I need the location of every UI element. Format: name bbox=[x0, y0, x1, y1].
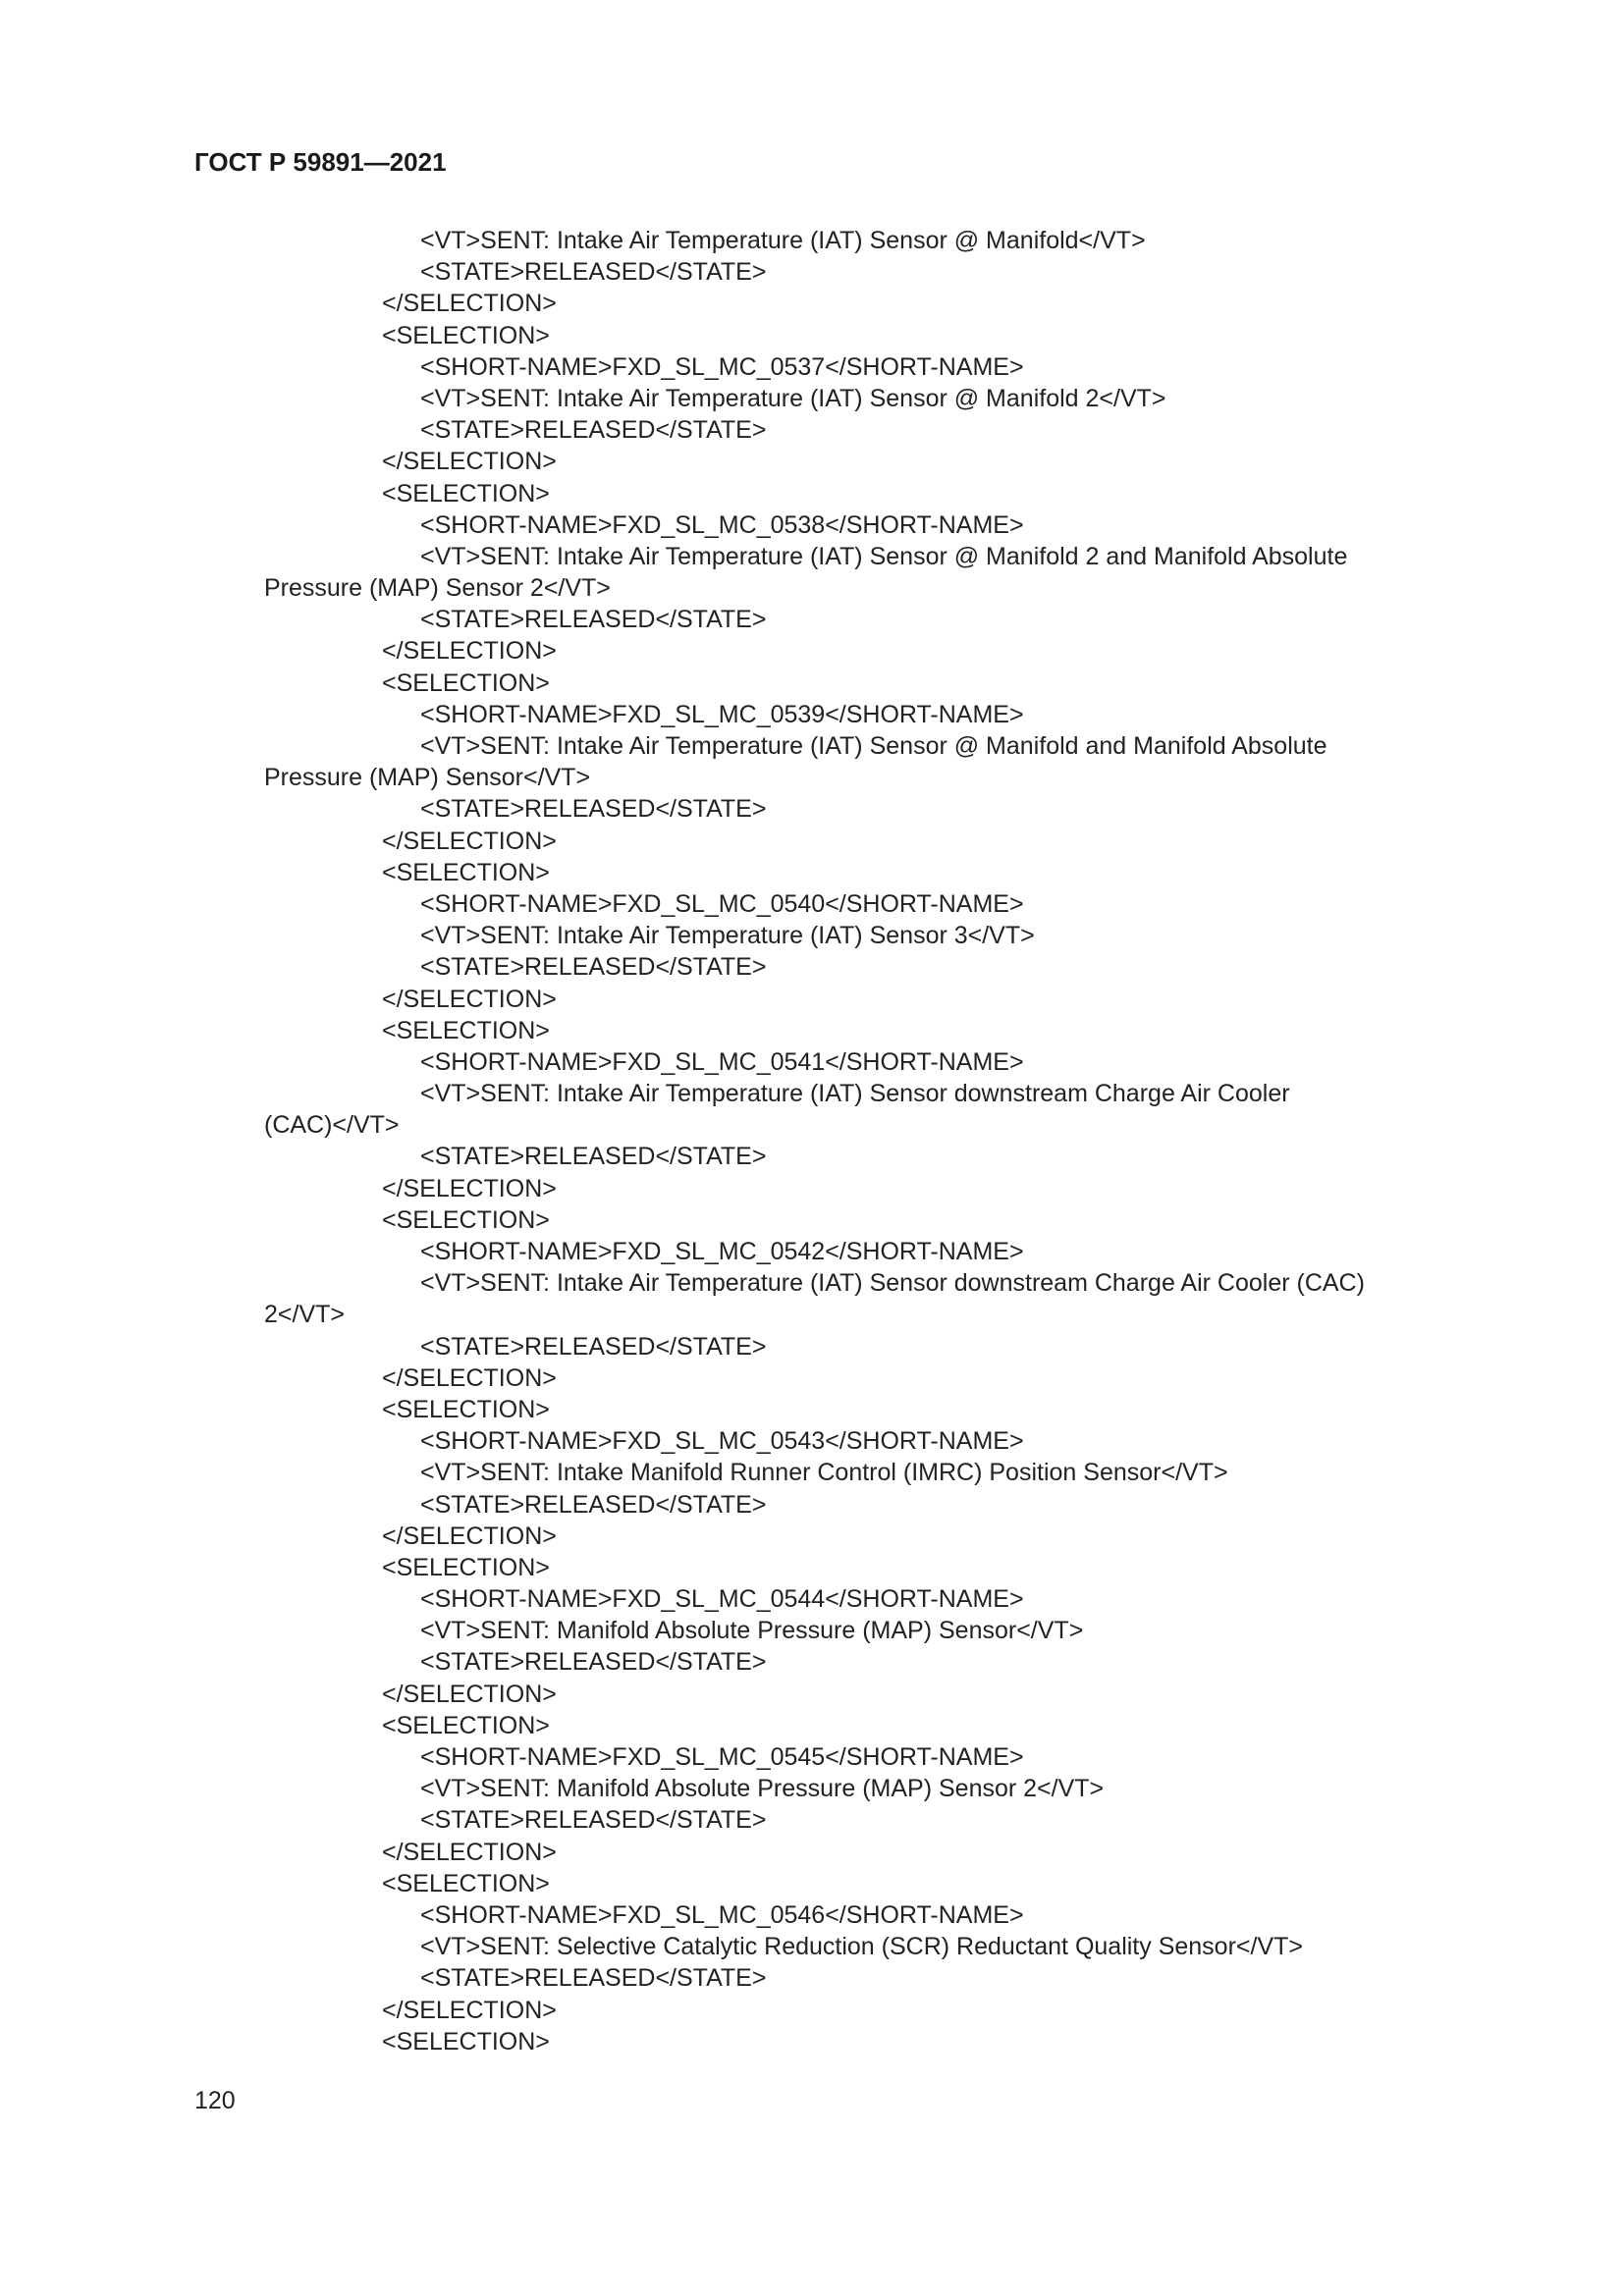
code-line-text: <SELECTION> bbox=[382, 321, 550, 349]
code-line bbox=[0, 478, 1624, 509]
code-line-text: <VT>SENT: Selective Catalytic Reduction (SCR) Reductant Quality Sensor</VT> bbox=[420, 1933, 1303, 1961]
code-line bbox=[0, 1995, 1624, 2026]
code-line-text: </SELECTION> bbox=[382, 1996, 557, 2024]
code-line bbox=[0, 826, 1624, 857]
code-line bbox=[0, 1425, 1624, 1457]
code-line-text: <STATE>RELEASED</STATE> bbox=[420, 795, 767, 824]
code-line-text: <STATE>RELEASED</STATE> bbox=[420, 953, 767, 982]
code-line bbox=[0, 857, 1624, 888]
code-line-text: </SELECTION> bbox=[382, 1838, 557, 1866]
code-line bbox=[0, 1962, 1624, 1994]
code-line-text: <VT>SENT: Intake Air Temperature (IAT) Sensor 3</VT> bbox=[420, 922, 1035, 950]
code-line-text: <SHORT-NAME>FXD_SL_MC_0545</SHORT-NAME> bbox=[420, 1743, 1024, 1771]
code-line bbox=[0, 1710, 1624, 1741]
xml-code-listing bbox=[0, 225, 1624, 2057]
code-line-text: <VT>SENT: Manifold Absolute Pressure (MAP) Sensor 2</VT> bbox=[420, 1775, 1105, 1803]
code-line-text: <STATE>RELEASED</STATE> bbox=[420, 416, 767, 445]
code-line-text: </SELECTION> bbox=[382, 448, 557, 476]
code-line bbox=[0, 951, 1624, 983]
code-line bbox=[0, 1046, 1624, 1078]
code-line-text: <SELECTION> bbox=[382, 1711, 550, 1739]
code-line-text: <STATE>RELEASED</STATE> bbox=[420, 1143, 767, 1171]
code-line bbox=[0, 1899, 1624, 1931]
code-line bbox=[0, 1837, 1624, 1868]
code-line bbox=[0, 509, 1624, 541]
code-line-text: </SELECTION> bbox=[382, 1174, 557, 1202]
code-line bbox=[0, 1173, 1624, 1204]
code-line bbox=[0, 1394, 1624, 1425]
code-line bbox=[0, 1931, 1624, 1962]
code-line-text: 2</VT> bbox=[264, 1301, 345, 1329]
code-line-text: <SHORT-NAME>FXD_SL_MC_0543</SHORT-NAME> bbox=[420, 1427, 1024, 1456]
code-line bbox=[0, 1521, 1624, 1552]
code-line-text: </SELECTION> bbox=[382, 637, 557, 666]
code-line bbox=[0, 320, 1624, 351]
code-line-text: <SHORT-NAME>FXD_SL_MC_0539</SHORT-NAME> bbox=[420, 700, 1024, 728]
code-line bbox=[0, 1236, 1624, 1267]
code-line-text: <VT>SENT: Intake Air Temperature (IAT) Sensor @ Manifold 2 and Manifold Absolute bbox=[420, 542, 1348, 570]
code-line-text: <STATE>RELEASED</STATE> bbox=[420, 606, 767, 634]
code-line-text: <VT>SENT: Intake Air Temperature (IAT) Sensor @ Manifold</VT> bbox=[420, 227, 1146, 254]
code-line-text: </SELECTION> bbox=[382, 290, 557, 318]
code-line bbox=[0, 1267, 1624, 1299]
code-line-text: Pressure (MAP) Sensor</VT> bbox=[264, 764, 591, 792]
code-line-text: <SELECTION> bbox=[382, 1395, 550, 1423]
code-line-text: <SHORT-NAME>FXD_SL_MC_0538</SHORT-NAME> bbox=[420, 510, 1024, 539]
code-line-text: <SELECTION> bbox=[382, 668, 550, 697]
code-line-text: <SHORT-NAME>FXD_SL_MC_0537</SHORT-NAME> bbox=[420, 352, 1024, 381]
code-line bbox=[0, 793, 1624, 825]
code-line bbox=[0, 1552, 1624, 1583]
code-line-text: Pressure (MAP) Sensor 2</VT> bbox=[264, 574, 611, 603]
code-line-text: <SELECTION> bbox=[382, 479, 550, 507]
code-line bbox=[0, 288, 1624, 319]
code-line bbox=[0, 1299, 1624, 1330]
code-line-text: <SELECTION> bbox=[382, 1869, 550, 1897]
code-line bbox=[0, 446, 1624, 477]
code-line-text: </SELECTION> bbox=[382, 1363, 557, 1392]
code-line-text: <VT>SENT: Manifold Absolute Pressure (MAP) Sensor</VT> bbox=[420, 1617, 1084, 1645]
code-line bbox=[0, 1078, 1624, 1109]
code-line bbox=[0, 1204, 1624, 1236]
code-line-text: <VT>SENT: Intake Manifold Runner Control (IMRC) Position Sensor</VT> bbox=[420, 1459, 1228, 1487]
code-line-text: <STATE>RELEASED</STATE> bbox=[420, 1332, 767, 1361]
code-line-text: </SELECTION> bbox=[382, 827, 557, 855]
code-line bbox=[0, 920, 1624, 951]
code-line-text: <VT>SENT: Intake Air Temperature (IAT) Sensor @ Manifold and Manifold Absolute bbox=[420, 732, 1327, 760]
code-line-text: <SELECTION> bbox=[382, 1205, 550, 1234]
code-line bbox=[0, 1804, 1624, 1836]
code-line bbox=[0, 730, 1624, 762]
code-line bbox=[0, 635, 1624, 667]
code-line-text: <SHORT-NAME>FXD_SL_MC_0542</SHORT-NAME> bbox=[420, 1238, 1024, 1265]
code-line-text: <SHORT-NAME>FXD_SL_MC_0546</SHORT-NAME> bbox=[420, 1900, 1024, 1929]
code-line bbox=[0, 1109, 1624, 1141]
code-line bbox=[0, 667, 1624, 699]
code-line-text: <STATE>RELEASED</STATE> bbox=[420, 258, 767, 287]
code-line-text: <VT>SENT: Intake Air Temperature (IAT) Sensor @ Manifold 2</VT> bbox=[420, 384, 1166, 412]
code-line bbox=[0, 1457, 1624, 1488]
code-line-text: <SHORT-NAME>FXD_SL_MC_0544</SHORT-NAME> bbox=[420, 1585, 1024, 1614]
code-line bbox=[0, 1773, 1624, 1804]
code-line-text: <SELECTION> bbox=[382, 858, 550, 886]
code-line-text: <VT>SENT: Intake Air Temperature (IAT) Sensor downstream Charge Air Cooler bbox=[420, 1080, 1290, 1108]
code-line bbox=[0, 1331, 1624, 1362]
code-line bbox=[0, 256, 1624, 288]
page-header-title: ГОСТ Р 59891—2021 bbox=[194, 147, 447, 177]
code-line-text: </SELECTION> bbox=[382, 1680, 557, 1708]
code-line bbox=[0, 414, 1624, 446]
code-line bbox=[0, 2026, 1624, 2057]
code-line bbox=[0, 1489, 1624, 1521]
code-line-text: <SHORT-NAME>FXD_SL_MC_0541</SHORT-NAME> bbox=[420, 1047, 1024, 1076]
code-line bbox=[0, 604, 1624, 635]
code-line-text: <SHORT-NAME>FXD_SL_MC_0540</SHORT-NAME> bbox=[420, 889, 1024, 918]
code-line bbox=[0, 225, 1624, 256]
code-line bbox=[0, 1646, 1624, 1678]
code-line-text: (CAC)</VT> bbox=[264, 1111, 400, 1140]
code-line bbox=[0, 888, 1624, 920]
code-line-text: <STATE>RELEASED</STATE> bbox=[420, 1648, 767, 1677]
code-line bbox=[0, 1679, 1624, 1710]
code-line bbox=[0, 699, 1624, 730]
code-line-text: <STATE>RELEASED</STATE> bbox=[420, 1964, 767, 1993]
code-line bbox=[0, 1362, 1624, 1394]
code-line bbox=[0, 1868, 1624, 1899]
code-line-text: </SELECTION> bbox=[382, 985, 557, 1013]
code-line bbox=[0, 1583, 1624, 1615]
code-line bbox=[0, 984, 1624, 1015]
code-line bbox=[0, 572, 1624, 604]
code-line bbox=[0, 1015, 1624, 1046]
code-line bbox=[0, 1615, 1624, 1646]
code-line-text: <SELECTION> bbox=[382, 1553, 550, 1581]
code-line-text: <SELECTION> bbox=[382, 2027, 550, 2056]
code-line bbox=[0, 1741, 1624, 1773]
code-line-text: <SELECTION> bbox=[382, 1016, 550, 1044]
code-line bbox=[0, 541, 1624, 572]
code-line bbox=[0, 762, 1624, 793]
code-line bbox=[0, 383, 1624, 414]
code-line bbox=[0, 1141, 1624, 1172]
code-line-text: </SELECTION> bbox=[382, 1522, 557, 1550]
code-line-text: <STATE>RELEASED</STATE> bbox=[420, 1806, 767, 1835]
code-line bbox=[0, 351, 1624, 383]
code-line-text: <STATE>RELEASED</STATE> bbox=[420, 1490, 767, 1519]
page-number: 120 bbox=[194, 2087, 236, 2114]
code-line-text: <VT>SENT: Intake Air Temperature (IAT) Sensor downstream Charge Air Cooler (CAC) bbox=[420, 1269, 1365, 1298]
